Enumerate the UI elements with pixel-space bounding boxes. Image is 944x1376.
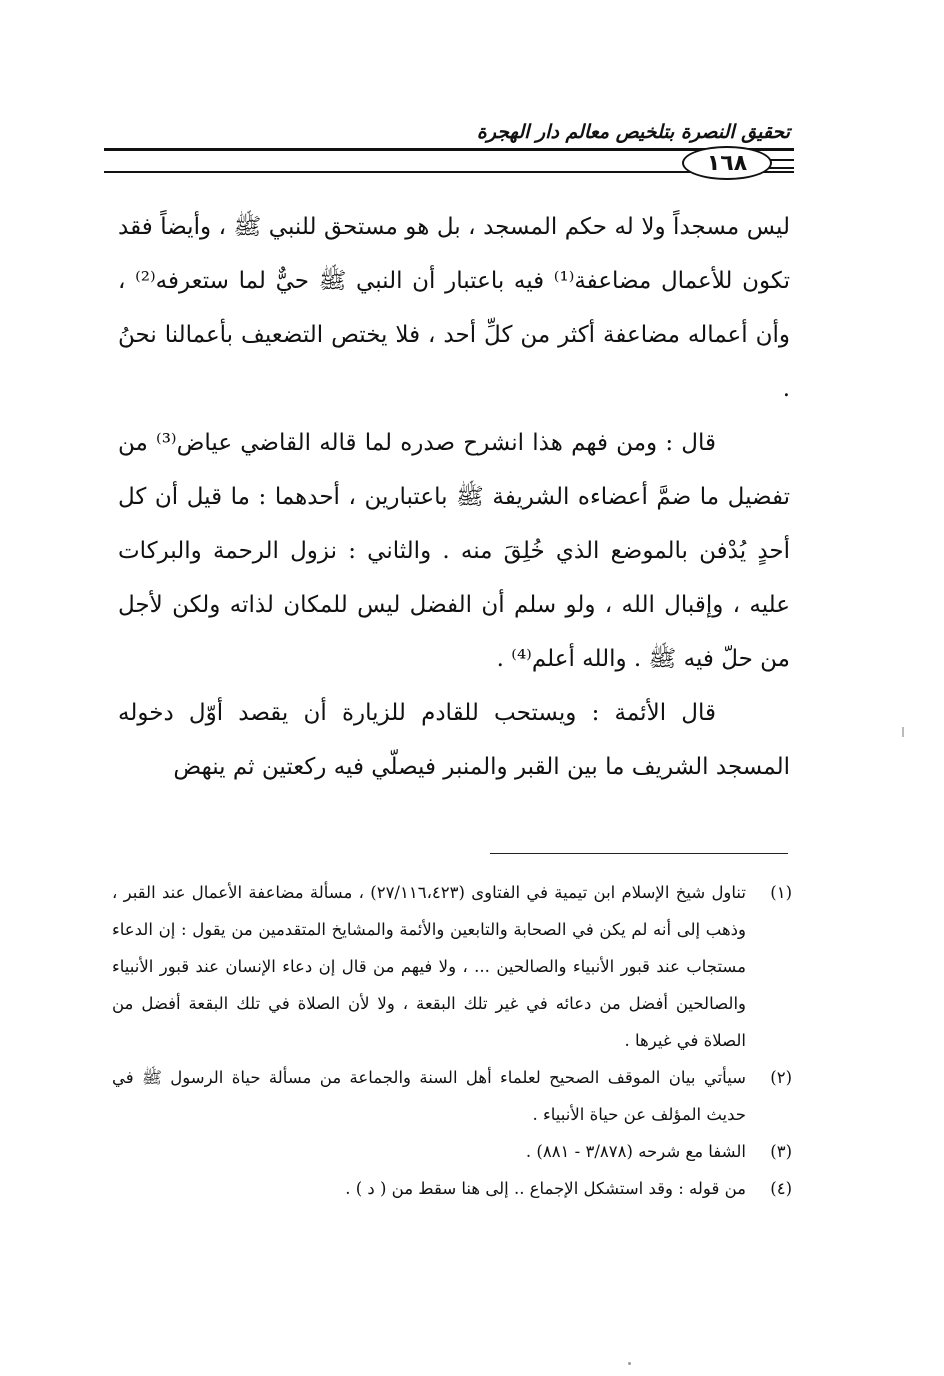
page-number: ١٦٨ [706,150,748,176]
footnote-number: (١) [770,883,792,902]
footnote-number: (٣) [770,1142,792,1161]
footnote-number: (٢) [770,1068,792,1087]
footnote-item [112,874,792,1059]
footnote-item [112,1133,792,1170]
footnote-item [112,1170,792,1207]
footnote-text: سيأتي بيان الموقف الصحيح لعلماء أهل السنة والجماعة من مسألة حياة الرسول ﷺ في حديث المؤلف عن حياة الأنبياء . [112,1068,746,1124]
footnote-separator [490,853,788,854]
footnote-text: الشفا مع شرحه (٣/٨٧٨ - ٨٨١) . [525,1142,746,1161]
paragraph: ليس مسجداً ولا له حكم المسجد ، بل هو مستحق للنبي ﷺ ، وأيضاً فقد تكون للأعمال مضاعفة⁽¹⁾ فيه باعتبار أن النبي ﷺ حيٌّ لما ستعرفه⁽²⁾ ، وأن أعماله مضاعفة أكثر من كلِّ أحد ، فلا يختص التضعيف بأعمالنا نحنُ . [118,214,790,402]
running-title: تحقيق النصرة بتلخيص معالم دار الهجرة [476,121,790,143]
footnote-text: تناول شيخ الإسلام ابن تيمية في الفتاوى (٢٧/١١٦،٤٢٣) ، مسألة مضاعفة الأعمال عند القبر ، وذهب إلى أنه لم يكن في الصحابة والتابعين والأئمة والمشايخ المتقدمين من يقول : إن الدعاء مستجاب عند قبور الأنبياء والصالحين ... ، ولا فيهم من قال إن دعاء الإنسان عند قبور الأنبياء والصالحين أفضل من دعائه في غير تلك البقعة ، ولا لأن الصلاة في تلك البقعة أفضل من الصلاة في غيرها . [112,883,746,1050]
footnote-number: (٤) [770,1179,792,1198]
footnote-text: من قوله : وقد استشكل الإجماع .. إلى هنا سقط من ( د ) . [345,1179,746,1198]
scan-mark [902,727,904,737]
paragraph: قال : ومن فهم هذا انشرح صدره لما قاله القاضي عياض⁽³⁾ من تفضيل ما ضمَّ أعضاءه الشريفة ﷺ باعتبارين ، أحدهما : ما قيل أن كل أحدٍ يُدْفن بالموضع الذي خُلِقَ منه . والثاني : نزول الرحمة والبركات عليه ، وإقبال الله ، ولو سلم أن الفضل ليس للمكان لذاته ولكن لأجل من حلّ فيه ﷺ . والله أعلم⁽⁴⁾ . [118,430,790,672]
scan-dot [628,1362,631,1365]
paragraph: قال الأئمة : ويستحب للقادم للزيارة أن يقصد أوّل دخوله المسجد الشريف ما بين القبر والمنبر فيصلّي فيه ركعتين ثم ينهض [118,700,790,780]
header-rule-top [104,148,794,151]
footnotes [112,874,792,1207]
main-text [118,200,790,794]
footnote-item [112,1059,792,1133]
page-number-badge [682,146,772,180]
